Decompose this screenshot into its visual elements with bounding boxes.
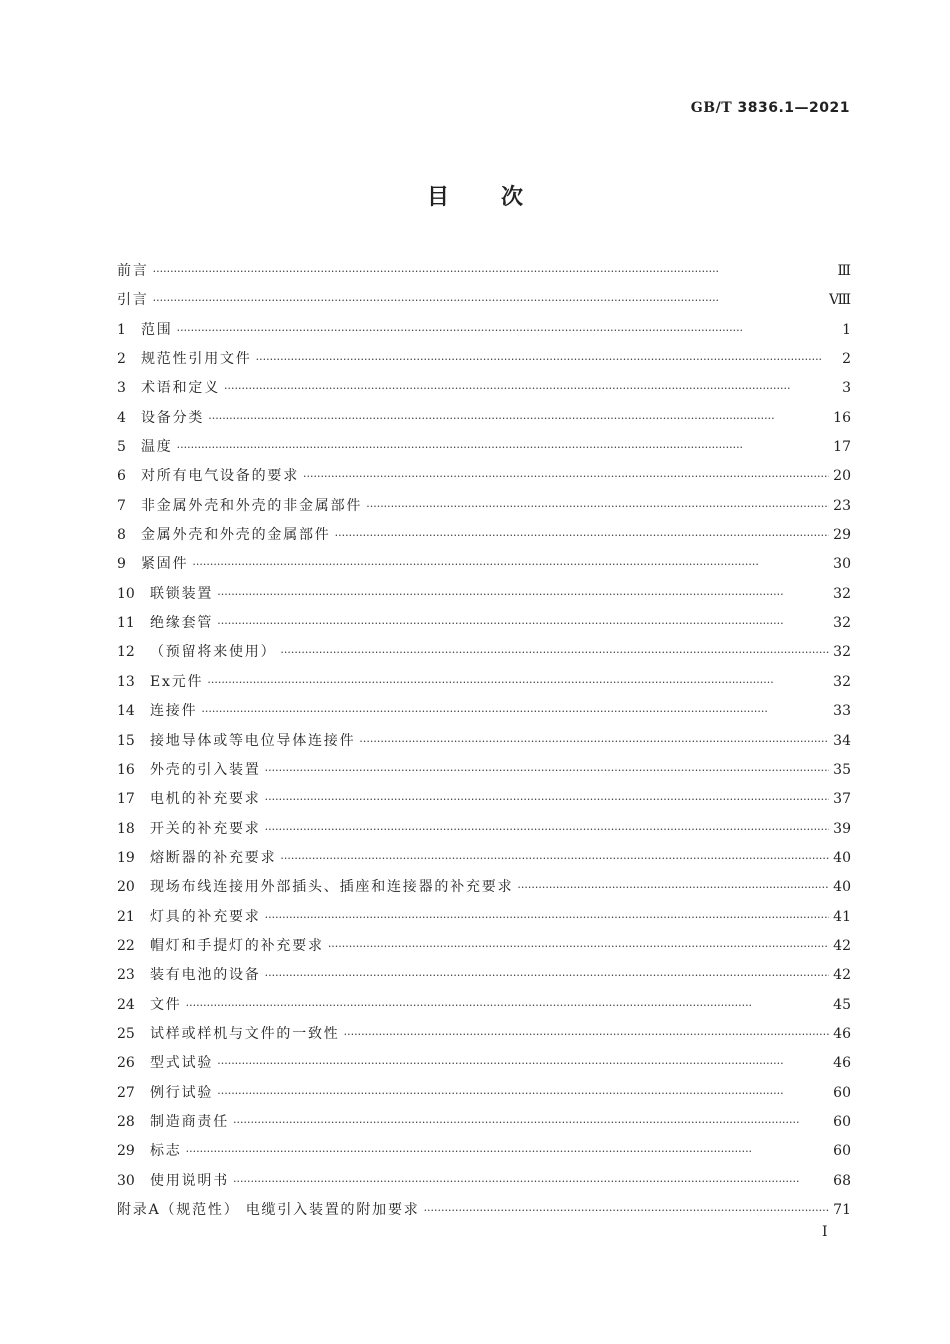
toc-entry-label: 装有电池的设备 [150, 967, 261, 984]
toc-entry[interactable] [117, 756, 851, 785]
toc-entry-page: 71 [833, 1202, 851, 1218]
toc-entry[interactable] [117, 1049, 851, 1078]
toc-dot-leader [207, 668, 829, 697]
toc-entry-label: 熔断器的补充要求 [150, 849, 277, 866]
toc-entry-number: 23 [117, 967, 135, 984]
toc-dot-leader [303, 462, 829, 491]
toc-dot-leader [224, 374, 838, 403]
toc-entry-label: 接地导体或等电位导体连接件 [150, 732, 356, 749]
toc-entry-page: 41 [833, 908, 851, 925]
toc-entry-page: 60 [833, 1084, 851, 1101]
toc-entry-number: 7 [117, 497, 126, 514]
toc-entry-page: Ⅷ [828, 292, 851, 309]
toc-entry-label: 开关的补充要求 [150, 820, 261, 837]
toc-entry-number: 24 [117, 996, 135, 1013]
toc-dot-leader [265, 756, 830, 785]
toc-entry-label: 联锁装置 [150, 585, 214, 602]
standard-prefix: GB/T [690, 100, 733, 116]
toc-entry-label: （预留将来使用） [150, 644, 277, 661]
toc-entry[interactable] [117, 1196, 851, 1225]
toc-dot-leader [217, 1049, 829, 1078]
toc-entry-label: 例行试验 [150, 1084, 214, 1101]
toc-entry-number: 28 [117, 1113, 135, 1130]
toc-dot-leader [186, 1137, 830, 1166]
toc-entry[interactable] [117, 374, 851, 403]
toc-entry-number: 11 [117, 615, 135, 632]
toc-entry-page: 33 [833, 703, 851, 720]
toc-entry[interactable] [117, 433, 851, 462]
toc-dot-leader [328, 932, 829, 961]
toc-entry[interactable] [117, 462, 851, 491]
toc-entry[interactable] [117, 316, 851, 345]
toc-entry-page: 32 [833, 615, 851, 632]
toc-entry[interactable] [117, 1137, 851, 1166]
toc-entry-page: 37 [833, 791, 851, 808]
toc-entry[interactable] [117, 785, 851, 814]
toc-entry[interactable] [117, 668, 851, 697]
toc-entry-label: 型式试验 [150, 1055, 214, 1072]
toc-entry-page: 1 [842, 321, 851, 338]
toc-entry-number: 1 [117, 321, 126, 338]
toc-entry-number: 17 [117, 791, 135, 808]
toc-dot-leader [265, 961, 830, 990]
toc-entry-page: 20 [833, 468, 851, 485]
toc-entry-number: 2 [117, 351, 126, 368]
toc-entry-number: 26 [117, 1055, 135, 1072]
toc-dot-leader [233, 1167, 829, 1196]
toc-entry-page: Ⅲ [837, 263, 851, 279]
toc-entry[interactable] [117, 1167, 851, 1196]
toc-dot-leader [201, 697, 829, 726]
toc-entry-page: 17 [833, 439, 851, 456]
toc-entry[interactable] [117, 844, 851, 873]
toc-entry-label: 标志 [150, 1143, 182, 1160]
toc-dot-leader [153, 257, 834, 286]
toc-entry-page: 35 [833, 761, 851, 778]
toc-entry-page: 42 [833, 967, 851, 984]
toc-entry-page: 60 [833, 1113, 851, 1130]
toc-entry-number: 16 [117, 761, 135, 778]
toc-entry[interactable] [117, 697, 851, 726]
toc-entry-number: 29 [117, 1143, 135, 1160]
toc-entry-number: 27 [117, 1084, 135, 1101]
toc-entry[interactable] [117, 404, 851, 433]
toc-entry[interactable] [117, 727, 851, 756]
toc-entry-number: 20 [117, 879, 135, 896]
toc-entry[interactable] [117, 609, 851, 638]
toc-entry-number: 18 [117, 820, 135, 837]
toc-entry-page: 60 [833, 1143, 851, 1160]
toc-entry-page: 46 [833, 1025, 851, 1042]
toc-entry-page: 32 [833, 673, 851, 690]
toc-entry-label: 引言 [117, 292, 149, 309]
toc-entry-label: 对所有电气设备的要求 [141, 468, 299, 485]
toc-entry[interactable] [117, 257, 851, 286]
toc-dot-leader [265, 903, 830, 932]
standard-code: 3836.1—2021 [737, 100, 850, 116]
toc-entry-number: 4 [117, 409, 126, 426]
toc-entry-label: 温度 [141, 439, 173, 456]
toc-entry-number: 9 [117, 556, 126, 573]
toc-entry[interactable] [117, 580, 851, 609]
toc-entry-number: 21 [117, 908, 135, 925]
toc-entry[interactable] [117, 903, 851, 932]
toc-entry-number: 6 [117, 468, 126, 485]
toc-entry[interactable] [117, 1108, 851, 1137]
toc-dot-leader [265, 815, 830, 844]
toc-entry-page: 34 [833, 732, 851, 749]
toc-dot-leader [280, 638, 829, 667]
toc-entry-number: 25 [117, 1025, 135, 1042]
toc-entry-number: 5 [117, 439, 126, 456]
toc-entry[interactable] [117, 873, 851, 902]
toc-dot-leader [359, 727, 829, 756]
toc-dot-leader [217, 609, 829, 638]
toc-entry-page: 23 [833, 497, 851, 514]
toc-entry-label: 金属外壳和外壳的金属部件 [141, 527, 331, 544]
toc-entry-label: 规范性引用文件 [141, 351, 252, 368]
standard-number [691, 100, 850, 116]
toc-entry-page: 2 [842, 351, 851, 368]
toc-entry-label: 外壳的引入装置 [150, 761, 261, 778]
toc-dot-leader [517, 873, 829, 902]
toc-entry-page: 32 [833, 585, 851, 602]
page-number: Ⅰ [822, 1224, 828, 1240]
toc-dot-leader [208, 404, 829, 433]
toc-dot-leader [192, 550, 829, 579]
toc-dot-leader [177, 433, 830, 462]
toc-entry-page: 30 [833, 556, 851, 573]
toc-entry-number: 22 [117, 937, 135, 954]
toc-entry-number: 19 [117, 849, 135, 866]
toc-entry-label: 绝缘套管 [150, 615, 214, 632]
toc-entry-label: 制造商责任 [150, 1113, 229, 1130]
toc-entry-label: 非金属外壳和外壳的非金属部件 [141, 497, 363, 514]
toc-dot-leader [366, 492, 829, 521]
toc-entry[interactable] [117, 521, 851, 550]
toc-dot-leader [233, 1108, 829, 1137]
toc-entry[interactable] [117, 345, 851, 374]
toc-entry-label: 试样或样机与文件的一致性 [150, 1025, 340, 1042]
toc-entry-page: 45 [833, 996, 851, 1013]
toc-entry[interactable] [117, 932, 851, 961]
toc-entry-page: 42 [833, 937, 851, 954]
toc-entry[interactable] [117, 961, 851, 990]
table-of-contents [117, 257, 851, 1225]
toc-entry-page: 40 [833, 879, 851, 896]
toc-entry-label: Ex元件 [150, 673, 204, 690]
toc-entry-label: 前言 [117, 263, 149, 279]
toc-dot-leader [344, 1020, 830, 1049]
toc-entry-label: 术语和定义 [141, 380, 220, 397]
toc-entry-label: 电机的补充要求 [150, 791, 261, 808]
toc-entry-label: 范围 [141, 321, 173, 338]
toc-entry-page: 16 [833, 409, 851, 426]
toc-entry-page: 29 [833, 527, 851, 544]
toc-entry-label: 帽灯和手提灯的补充要求 [150, 937, 324, 954]
toc-entry-number: 15 [117, 732, 135, 749]
toc-dot-leader [153, 286, 825, 315]
toc-entry-number: 12 [117, 644, 135, 661]
toc-entry-number: 13 [117, 673, 135, 690]
toc-entry-page: 40 [833, 849, 851, 866]
toc-entry[interactable] [117, 815, 851, 844]
toc-entry-label: 灯具的补充要求 [150, 908, 261, 925]
toc-entry-label: 紧固件 [141, 556, 189, 573]
toc-entry-number: 10 [117, 585, 135, 602]
toc-dot-leader [177, 316, 838, 345]
toc-dot-leader [186, 991, 830, 1020]
toc-dot-leader [335, 521, 830, 550]
toc-entry-number: 14 [117, 703, 135, 720]
toc-dot-leader [424, 1196, 830, 1225]
toc-dot-leader [217, 1079, 829, 1108]
toc-entry-label: 现场布线连接用外部插头、插座和连接器的补充要求 [150, 879, 514, 896]
toc-entry-label: 附录A（规范性） 电缆引入装置的附加要求 [117, 1202, 420, 1218]
toc-dot-leader [280, 844, 829, 873]
toc-entry[interactable] [117, 638, 851, 667]
toc-entry-page: 32 [833, 644, 851, 661]
page-title: 目次 [426, 185, 575, 210]
toc-entry-label: 文件 [150, 996, 182, 1013]
toc-entry-number: 3 [117, 380, 126, 397]
toc-entry-page: 46 [833, 1055, 851, 1072]
toc-entry-number: 8 [117, 527, 126, 544]
toc-entry[interactable] [117, 492, 851, 521]
toc-entry[interactable] [117, 991, 851, 1020]
toc-entry-page: 68 [833, 1172, 851, 1189]
toc-entry-label: 设备分类 [141, 409, 205, 426]
toc-entry[interactable] [117, 1079, 851, 1108]
toc-entry-label: 使用说明书 [150, 1172, 229, 1189]
toc-entry[interactable] [117, 1020, 851, 1049]
toc-entry[interactable] [117, 286, 851, 315]
toc-dot-leader [256, 345, 838, 374]
toc-entry[interactable] [117, 550, 851, 579]
toc-entry-page: 3 [842, 380, 851, 397]
toc-entry-page: 39 [833, 820, 851, 837]
toc-dot-leader [217, 580, 829, 609]
toc-dot-leader [265, 785, 830, 814]
toc-entry-label: 连接件 [150, 703, 198, 720]
toc-entry-number: 30 [117, 1172, 135, 1189]
